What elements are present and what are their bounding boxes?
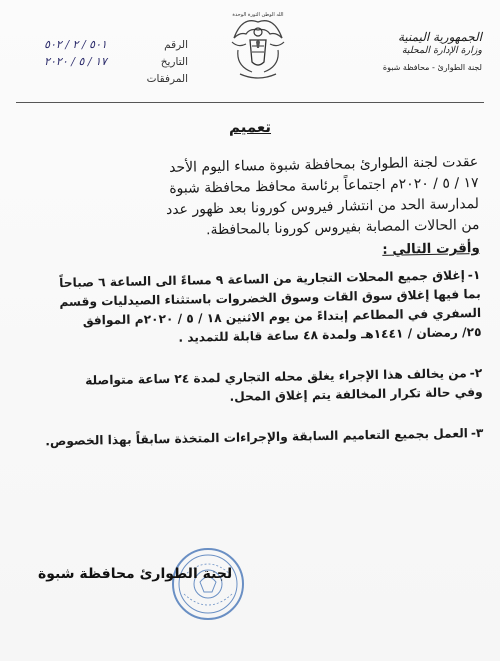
attachments-row — [18, 68, 188, 85]
item-number: ١- — [467, 267, 481, 283]
item-line: بما فيها إغلاق سوق القات وسوق الخضروات باستثناء الصيدليات وقسم — [59, 286, 481, 310]
committee-name: لجنة الطوارئ - محافظة شبوة — [382, 62, 482, 72]
item-line: السفري في المطاعم إبتداءً من يوم الاثنين ١٨ / ٥ / ٢٠٢٠م الموافق — [82, 305, 482, 328]
resolution-item-1 — [24, 266, 481, 351]
intro-line: ١٧ / ٥ / ٢٠٢٠م اجتماعاً برئاسة محافظ محافظة شبوة — [169, 174, 479, 197]
ref-row — [18, 34, 188, 51]
intro-line: عقدت لجنة الطوارئ بمحافظة شبوة مساء اليوم الأحد — [168, 153, 479, 176]
ministry-name: وزارة الإدارة المحلية — [401, 45, 482, 56]
resolution-item-3 — [27, 424, 483, 452]
intro-line: من الحالات المصابة بفيروس كورونا بالمحافظة. — [205, 216, 480, 239]
item-text: العمل بجميع التعاميم السابقة والإجراءات المتخذة سابقاً بهذا الخصوص. — [45, 426, 469, 449]
document-title: تعميم — [228, 118, 272, 136]
header-divider — [16, 102, 484, 103]
ref-value: ٥٠١ / ٢ / ٥٠٢ — [44, 38, 107, 51]
resolution-item-2 — [26, 364, 483, 411]
resolutions-heading: وأقرت التالي : — [382, 239, 480, 258]
item-line: ٢٥/ رمضان / ١٤٤١هـ ولمدة ٤٨ ساعة قابلة للتمديد . — [178, 324, 482, 345]
republic-name: الجمهورية اليمنية — [397, 30, 482, 44]
document-body — [22, 152, 484, 452]
item-number: ٢- — [469, 365, 483, 381]
item-text: من يخالف هذا الإجراء يغلق محله التجاري لمدة ٢٤ ساعة متواصلة — [84, 366, 467, 388]
date-row — [18, 51, 188, 68]
item-number: ٣- — [470, 425, 484, 441]
eagle-emblem-icon — [226, 8, 290, 88]
date-label: التاريخ — [160, 56, 188, 68]
intro-line: لمدارسة الحد من انتشار فيروس كورونا بعد ظهور عدد — [165, 195, 480, 218]
intro-paragraph — [22, 152, 480, 245]
item-line — [27, 424, 483, 452]
item-text: إغلاق جميع المحلات التجارية من الساعة ٩ مساءً الى الساعة ٦ صباحاً — [59, 268, 465, 291]
emblem-motto: الله الوطن الثورة الوحدة — [232, 12, 284, 18]
official-stamp-icon — [170, 546, 246, 622]
date-value: ١٧ / ٥ / ٢٠٢٠ — [44, 55, 107, 68]
letterhead — [362, 30, 482, 73]
signature-line: لجنة الطوارئ محافظة شبوة — [38, 566, 233, 582]
reference-block — [18, 34, 188, 85]
item-line: وفي حالة تكرار المخالفة يتم إغلاق المحل. — [229, 384, 483, 404]
ref-label: الرقم — [164, 39, 188, 51]
attachments-label: المرفقات — [146, 73, 188, 85]
